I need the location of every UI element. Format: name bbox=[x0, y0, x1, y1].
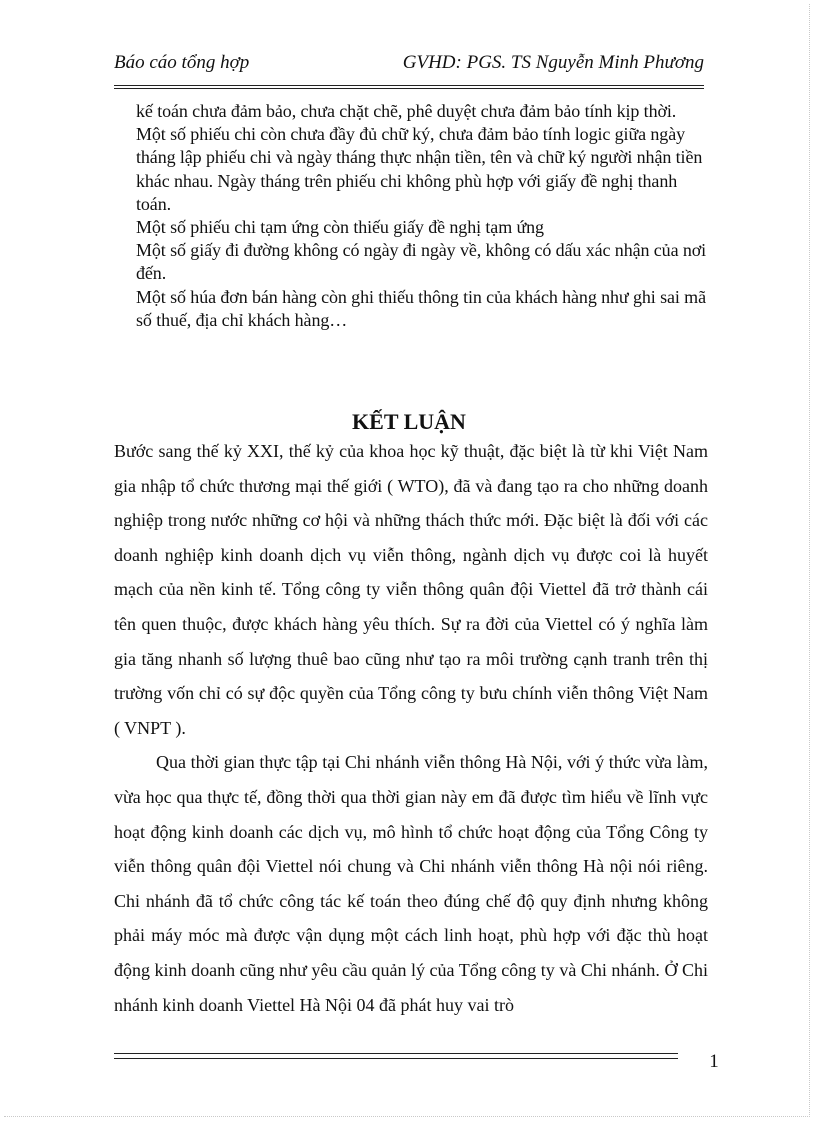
intro-line: Một số phiếu chi tạm ứng còn thiếu giấy đề nghị tạm ứng bbox=[136, 217, 544, 238]
header-advisor: GVHD: PGS. TS Nguyễn Minh Phương bbox=[402, 52, 704, 73]
section-heading: KẾT LUẬN bbox=[352, 409, 466, 434]
intro-line: kế toán chưa đảm bảo, chưa chặt chẽ, phê duyệt chưa đảm bảo tính kịp thời. bbox=[136, 101, 677, 121]
conclusion-paragraph: Bước sang thế kỷ XXI, thế kỷ của khoa học kỹ thuật, đặc biệt là từ khi Việt Nam gia nhập tổ chức thương mại thế giới ( WTO), đã và đang tạo ra cho những doanh nghiệp trong nước những cơ hội và những thách thức mới. Đặc biệt là đối với các doanh nghiệp kinh doanh dịch vụ viễn thông, ngành dịch vụ được coi là huyết mạch của nền kinh tế. Tổng công ty viễn thông quân đội Viettel đã trở thành cái tên quen thuộc, được khách hàng yêu thích. Sự ra đời của Viettel có ý nghĩa làm gia tăng nhanh số lượng thuê bao cũng như tạo ra môi trường cạnh tranh trên thị trường vốn chỉ có sự độc quyền của Tổng công ty bưu chính viễn thông Việt Nam ( VNPT ). bbox=[114, 441, 708, 738]
header-rule bbox=[114, 85, 704, 89]
page-header bbox=[114, 48, 704, 82]
conclusion-paragraph: Qua thời gian thực tập tại Chi nhánh viễn thông Hà Nội, với ý thức vừa làm, vừa học qua thực tế, đồng thời qua thời gian này em đã được tìm hiểu về lĩnh vực hoạt động kinh doanh các dịch vụ, mô hình tổ chức hoạt động của Tổng Công ty viễn thông quân đội Viettel nói chung và Chi nhánh viễn thông Hà nội nói riêng. Chi nhánh đã tổ chức công tác kế toán theo đúng chế độ quy định nhưng không phải máy móc mà được vận dụng một cách linh hoạt, phù hợp với đặc thù hoạt động kinh doanh cũng như yêu cầu quản lý của Tổng công ty và Chi nhánh. Ở Chi nhánh kinh doanh Viettel Hà Nội 04 đã phát huy vai trò bbox=[114, 752, 708, 1015]
page-number: 1 bbox=[709, 1051, 719, 1072]
header-report-title: Báo cáo tổng hợp bbox=[114, 52, 250, 73]
conclusion-body bbox=[114, 434, 708, 1022]
intro-list bbox=[136, 100, 708, 332]
footer-rule bbox=[114, 1053, 678, 1059]
intro-line: Một số phiếu chi còn chưa đầy đủ chữ ký, chưa đảm bảo tính logic giữa ngày tháng lập phiếu chi và ngày tháng thực nhận tiền, tên và chữ ký người nhận tiền khác nhau. Ngày tháng trên phiếu chi không phù hợp với giấy đề nghị thanh toán. bbox=[136, 124, 703, 214]
intro-line: Một số giấy đi đường không có ngày đi ngày về, không có dấu xác nhận của nơi đến. bbox=[136, 240, 707, 284]
intro-line: Một số húa đơn bán hàng còn ghi thiếu thông tin của khách hàng như ghi sai mã số thuế, địa chỉ khách hàng… bbox=[136, 286, 706, 330]
